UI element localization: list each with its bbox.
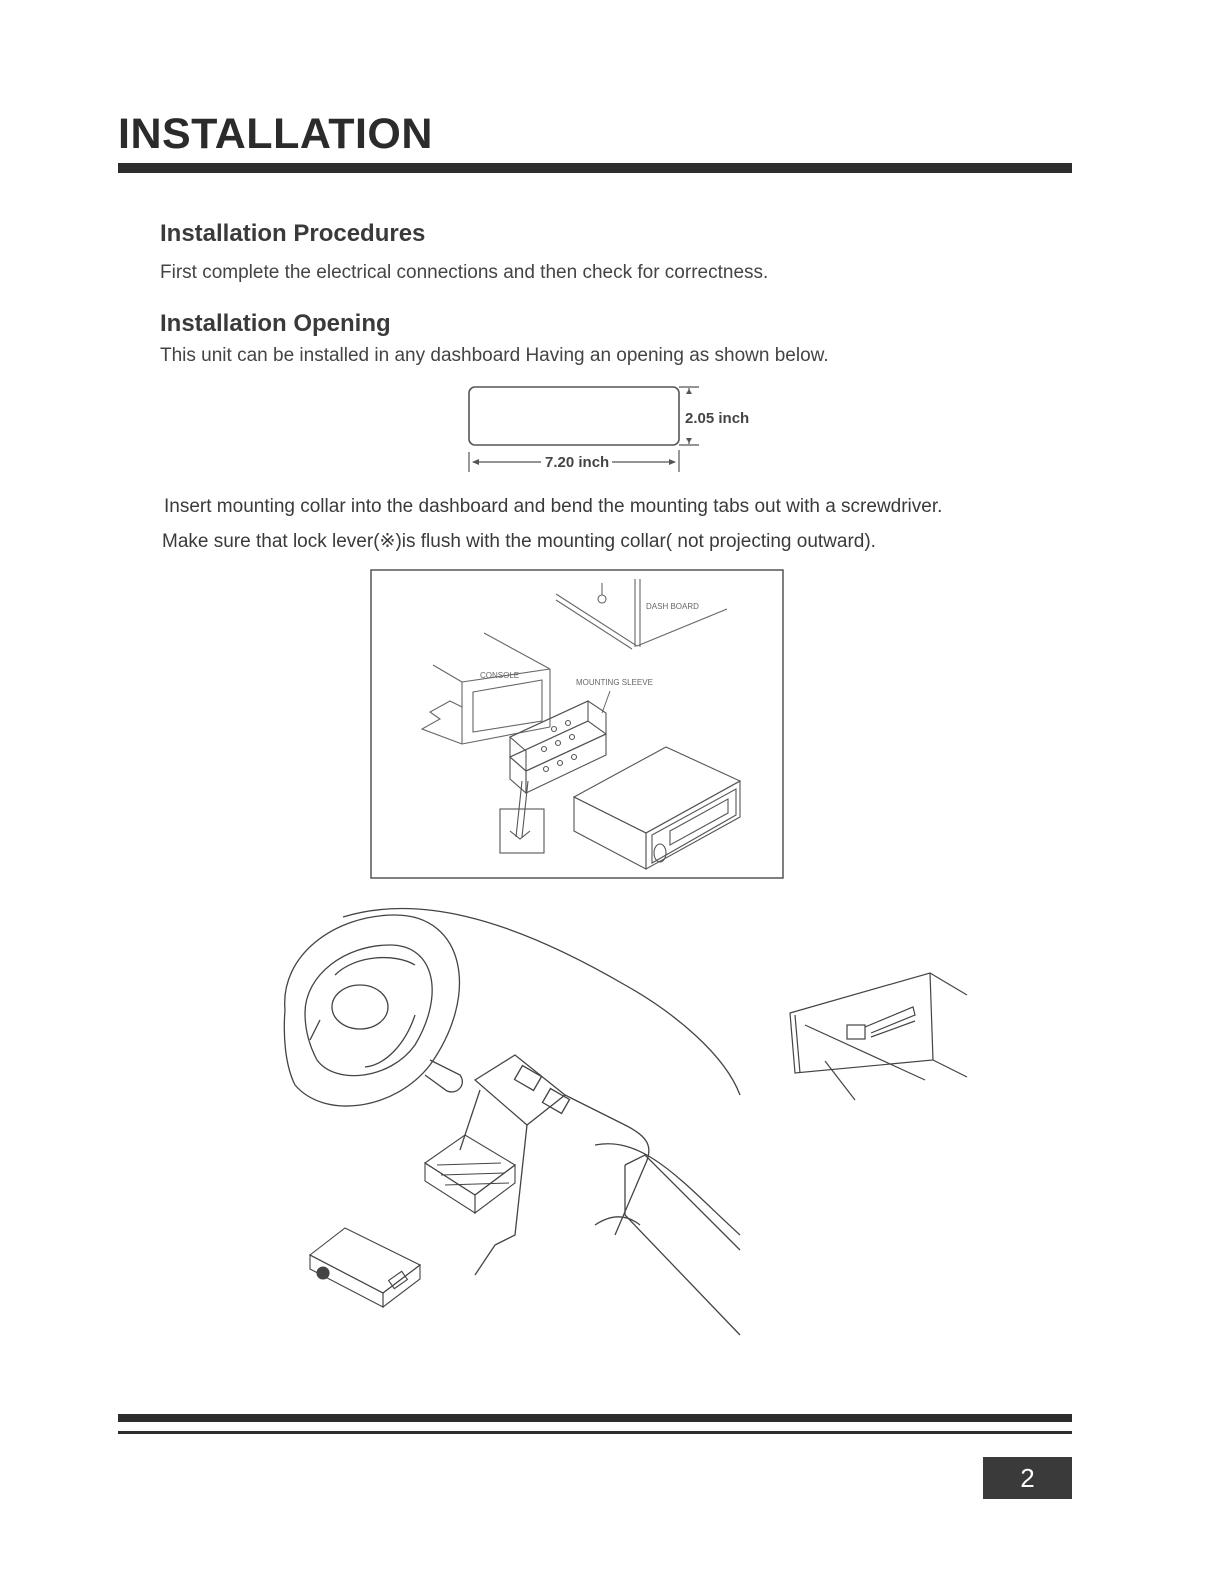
mounting-diagram <box>370 569 784 879</box>
dashboard-top-line <box>343 908 740 1095</box>
head-unit-drawing <box>574 747 740 869</box>
dash-board-label: DASH BOARD <box>646 602 699 611</box>
console-label: CONSOLE <box>480 671 520 680</box>
height-dimension-label: 2.05 inch <box>685 410 750 427</box>
installation-opening-text: This unit can be installed in any dashboard Having an opening as shown below. <box>160 345 829 366</box>
dashboard-right-panel <box>595 1144 740 1235</box>
footer-rule-thin <box>118 1431 1072 1434</box>
mounting-instruction-line-2: Make sure that lock lever(※)is flush with the mounting collar( not projecting outward). <box>162 531 876 552</box>
footer-rule-thick <box>118 1414 1072 1422</box>
page-title: INSTALLATION <box>118 110 433 158</box>
page-number: 2 <box>983 1457 1072 1499</box>
mounting-instruction-line-1: Insert mounting collar into the dashboard and bend the mounting tabs out with a screwdriver. <box>164 496 943 517</box>
opening-outline <box>469 387 679 445</box>
installation-procedures-heading: Installation Procedures <box>160 220 426 247</box>
lock-lever-detail <box>500 781 544 853</box>
width-dimension-label: 7.20 inch <box>545 454 610 471</box>
dashboard-drawing <box>556 579 727 649</box>
steering-wheel <box>284 915 459 1106</box>
lock-lever-inset <box>785 965 975 1110</box>
mounting-sleeve-drawing <box>510 701 606 793</box>
illustration-head-unit <box>310 1228 420 1307</box>
mounting-sleeve-label: MOUNTING SLEEVE <box>576 678 653 687</box>
dashboard-illustration <box>265 895 785 1340</box>
vent-left <box>475 1055 565 1125</box>
installation-opening-heading: Installation Opening <box>160 310 391 337</box>
installation-procedures-text: First complete the electrical connections and then check for correctness. <box>160 262 769 283</box>
illustration-mounting-sleeve <box>425 1135 515 1213</box>
mounting-diagram-frame <box>371 570 783 878</box>
opening-dimension-diagram <box>455 380 775 480</box>
header-rule <box>118 163 1072 173</box>
